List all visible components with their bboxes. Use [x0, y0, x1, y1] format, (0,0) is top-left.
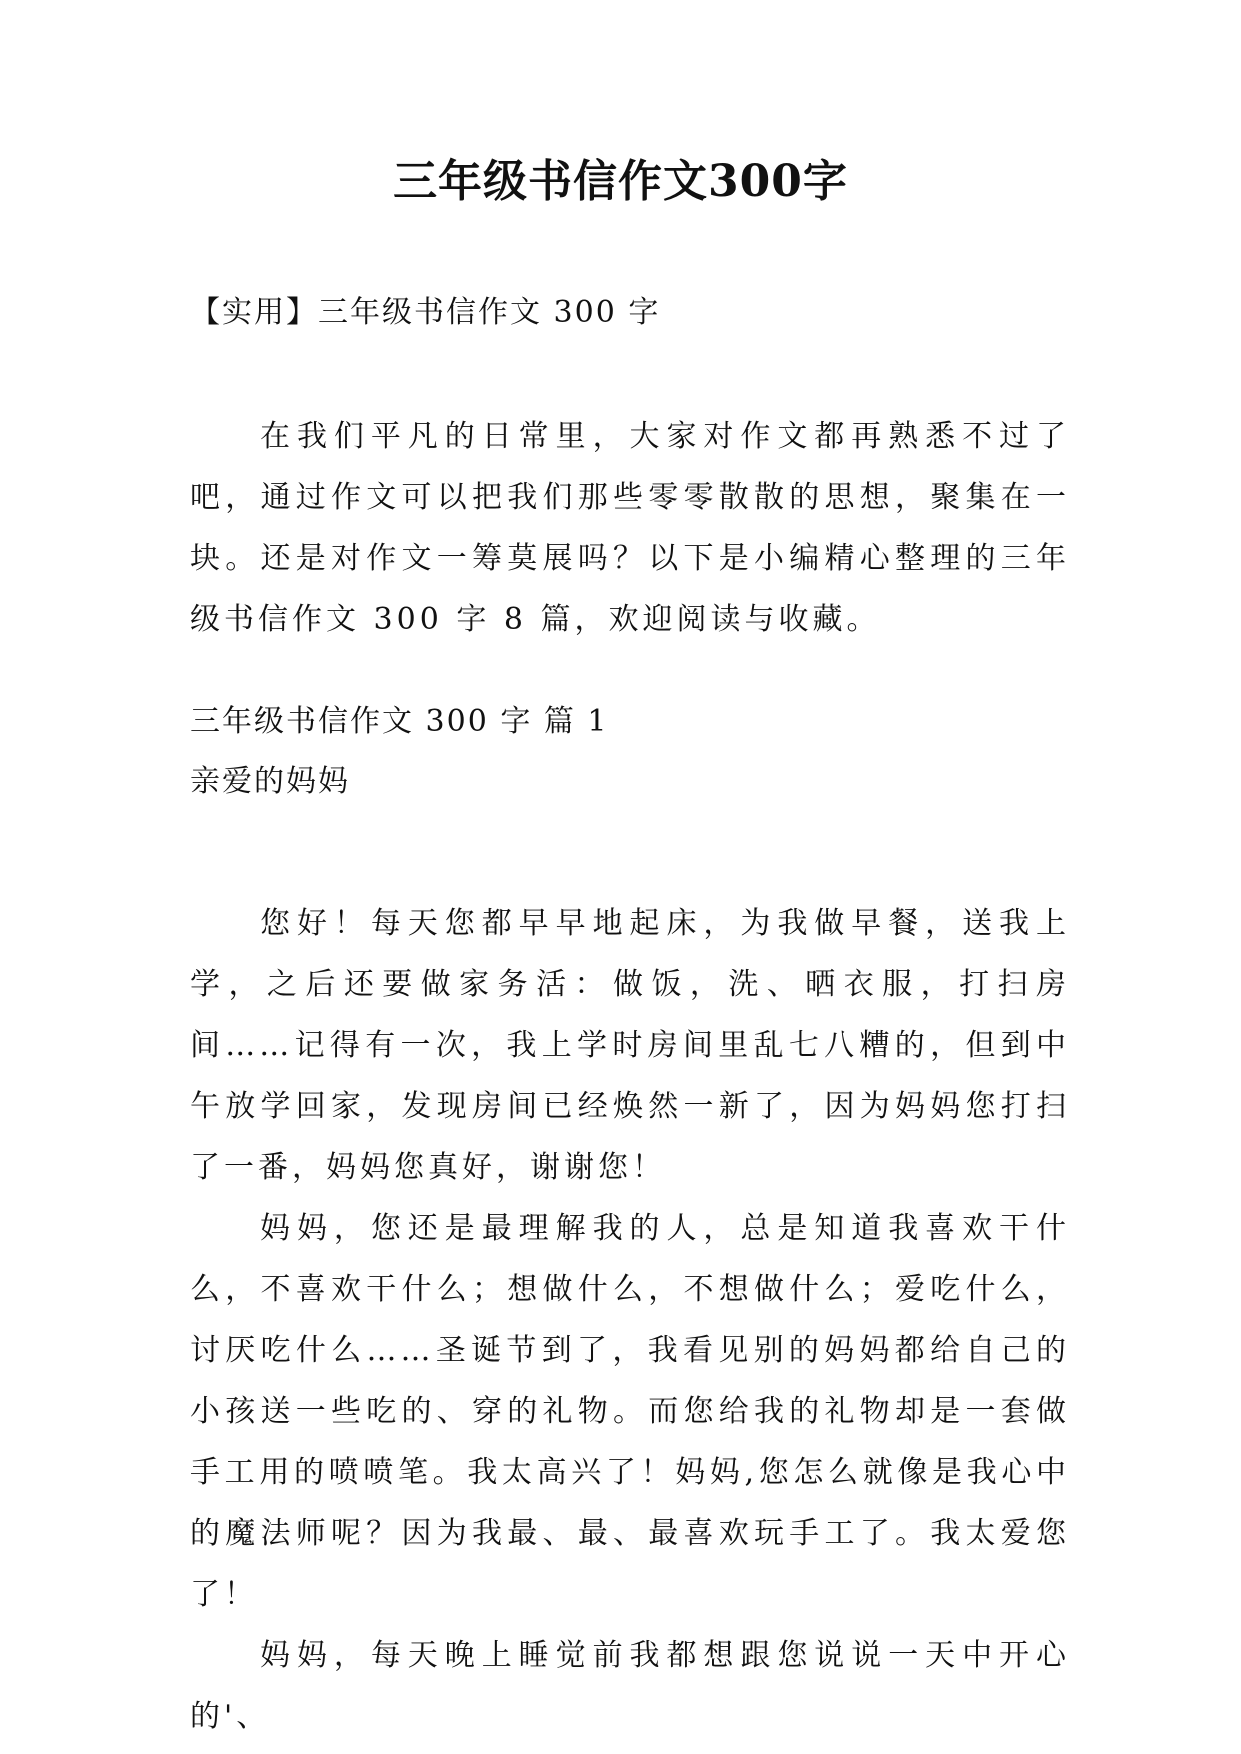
page-title: 三年级书信作文300字: [393, 156, 848, 207]
document-subtitle: 【实用】三年级书信作文 300 字: [190, 295, 661, 330]
letter-greeting: 亲爱的妈妈: [190, 764, 350, 799]
letter-paragraph: 您好！每天您都早早地起床，为我做早餐，送我上学，之后还要做家务活：做饭，洗、晒衣服，打扫房间……记得有一次，我上学时房间里乱七八糟的，但到中午放学回家，发现房间已经焕然一新了，因为妈妈您打扫了一番，妈妈您真好，谢谢您！: [190, 906, 1070, 1185]
letter-body: [190, 893, 1070, 1747]
letter-paragraph: 妈妈，您还是最理解我的人，总是知道我喜欢干什么，不喜欢干什么；想做什么，不想做什么；爱吃什么，讨厌吃什么……圣诞节到了，我看见别的妈妈都给自己的小孩送一些吃的、穿的礼物。而您给我的礼物却是一套做手工用的喷喷笔。我太高兴了！妈妈,您怎么就像是我心中的魔法师呢？因为我最、最、最喜欢玩手工了。我太爱您了！: [190, 1211, 1070, 1612]
intro-paragraph: 在我们平凡的日常里，大家对作文都再熟悉不过了吧，通过作文可以把我们那些零零散散的思想，聚集在一块。还是对作文一筹莫展吗？以下是小编精心整理的三年级书信作文 300 字 8 篇，欢迎阅读与收藏。: [190, 419, 1070, 637]
section-heading: 三年级书信作文 300 字 篇 1: [190, 704, 609, 739]
intro-block: [190, 406, 1070, 650]
letter-paragraph: 妈妈，每天晚上睡觉前我都想跟您说说一天中开心的'、: [190, 1638, 1070, 1734]
